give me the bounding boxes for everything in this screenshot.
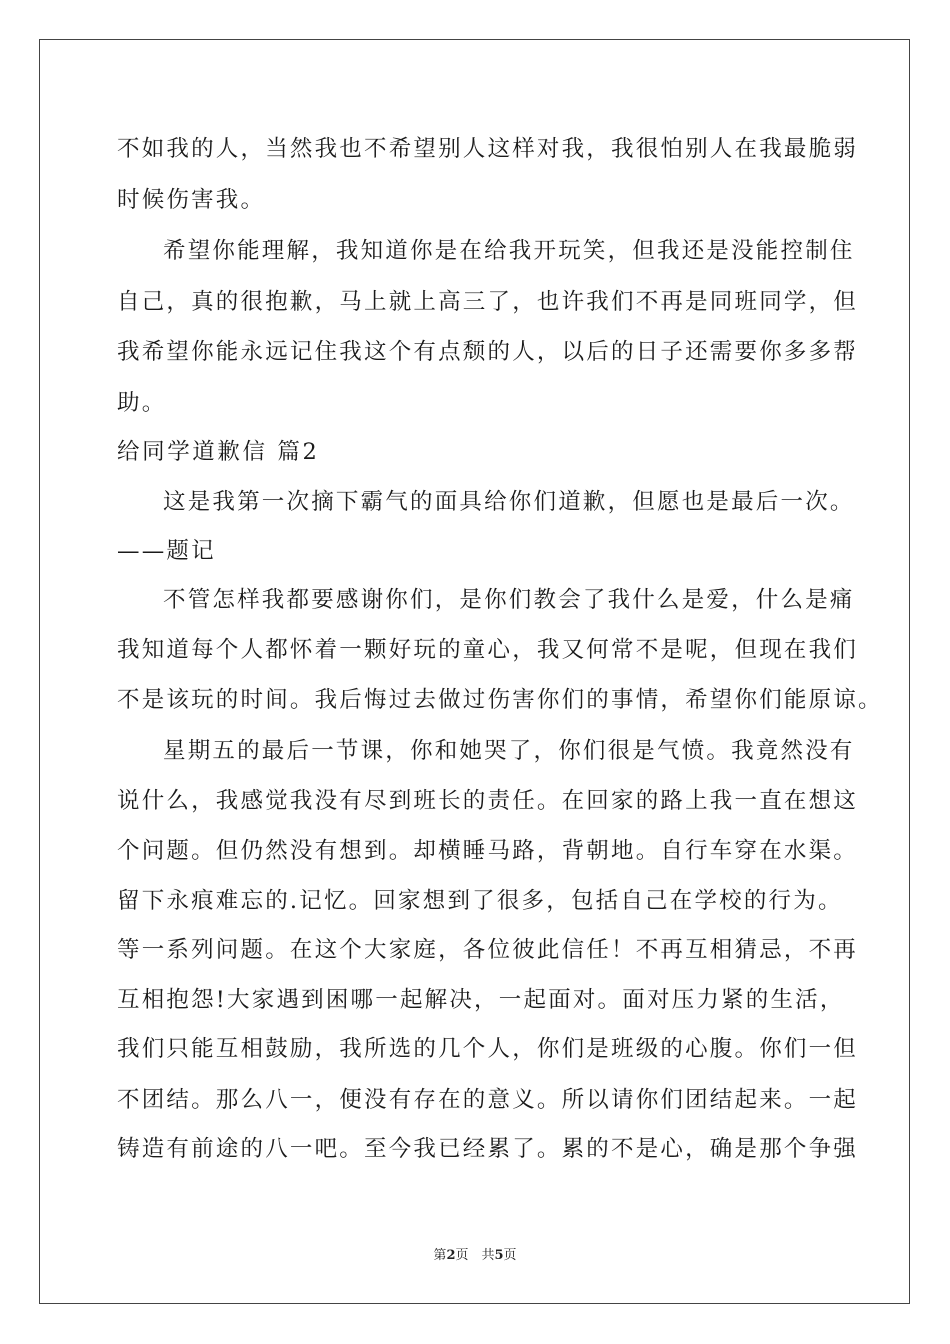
text-line: 不团结。那么八一，便没有存在的意义。所以请你们团结起来。一起 — [117, 1087, 859, 1113]
text-line: 铸造有前途的八一吧。至今我已经累了。累的不是心，确是那个争强 — [117, 1136, 859, 1162]
page-footer — [0, 1247, 950, 1265]
text-line: 不如我的人，当然我也不希望别人这样对我，我很怕别人在我最脆弱 — [117, 136, 859, 162]
text-line: 助。 — [117, 390, 167, 416]
total-pages-number: 5 — [494, 1248, 504, 1263]
text-line: 等一系列问题。在这个大家庭，各位彼此信任！不再互相猜忌，不再 — [117, 937, 859, 963]
text-line: 这是我第一次摘下霸气的面具给你们道歉，但愿也是最后一次。 — [163, 489, 855, 515]
text-line: 时候伤害我。 — [117, 187, 266, 213]
text-line: 我知道每个人都怀着一颗好玩的童心，我又何常不是呢，但现在我们 — [117, 637, 859, 663]
text-line: 我希望你能永远记住我这个有点颓的人，以后的日子还需要你多多帮 — [117, 339, 859, 365]
text-line: 我们只能互相鼓励，我所选的几个人，你们是班级的心腹。你们一但 — [117, 1036, 859, 1062]
text-line: 个问题。但仍然没有想到。却横睡马路，背朝地。自行车穿在水渠。 — [117, 838, 859, 864]
text-line: 留下永痕难忘的.记忆。回家想到了很多，包括自己在学校的行为。 — [117, 888, 843, 914]
footer-prefix: 第 — [433, 1248, 447, 1263]
footer-suffix: 页 — [503, 1248, 517, 1263]
epigraph-attribution: ——题记 — [117, 538, 216, 564]
footer-mid: 页 共 — [455, 1248, 495, 1263]
text-line: 自己，真的很抱歉，马上就上高三了，也许我们不再是同班同学，但 — [117, 289, 859, 315]
text-line: 互相抱怨!大家遇到困哪一起解决，一起面对。面对压力紧的生活， — [117, 987, 845, 1013]
current-page-number: 2 — [446, 1248, 456, 1263]
text-line: 星期五的最后一节课，你和她哭了，你们很是气愤。我竟然没有 — [163, 738, 855, 764]
text-line: 不是该玩的时间。我后悔过去做过伤害你们的事情，希望你们能原谅。 — [117, 687, 883, 713]
text-line: 说什么，我感觉我没有尽到班长的责任。在回家的路上我一直在想这 — [117, 788, 859, 814]
text-line: 不管怎样我都要感谢你们，是你们教会了我什么是爱，什么是痛 — [163, 587, 855, 613]
section-heading: 给同学道歉信 篇2 — [117, 439, 320, 465]
text-line: 希望你能理解，我知道你是在给我开玩笑，但我还是没能控制住 — [163, 238, 855, 264]
